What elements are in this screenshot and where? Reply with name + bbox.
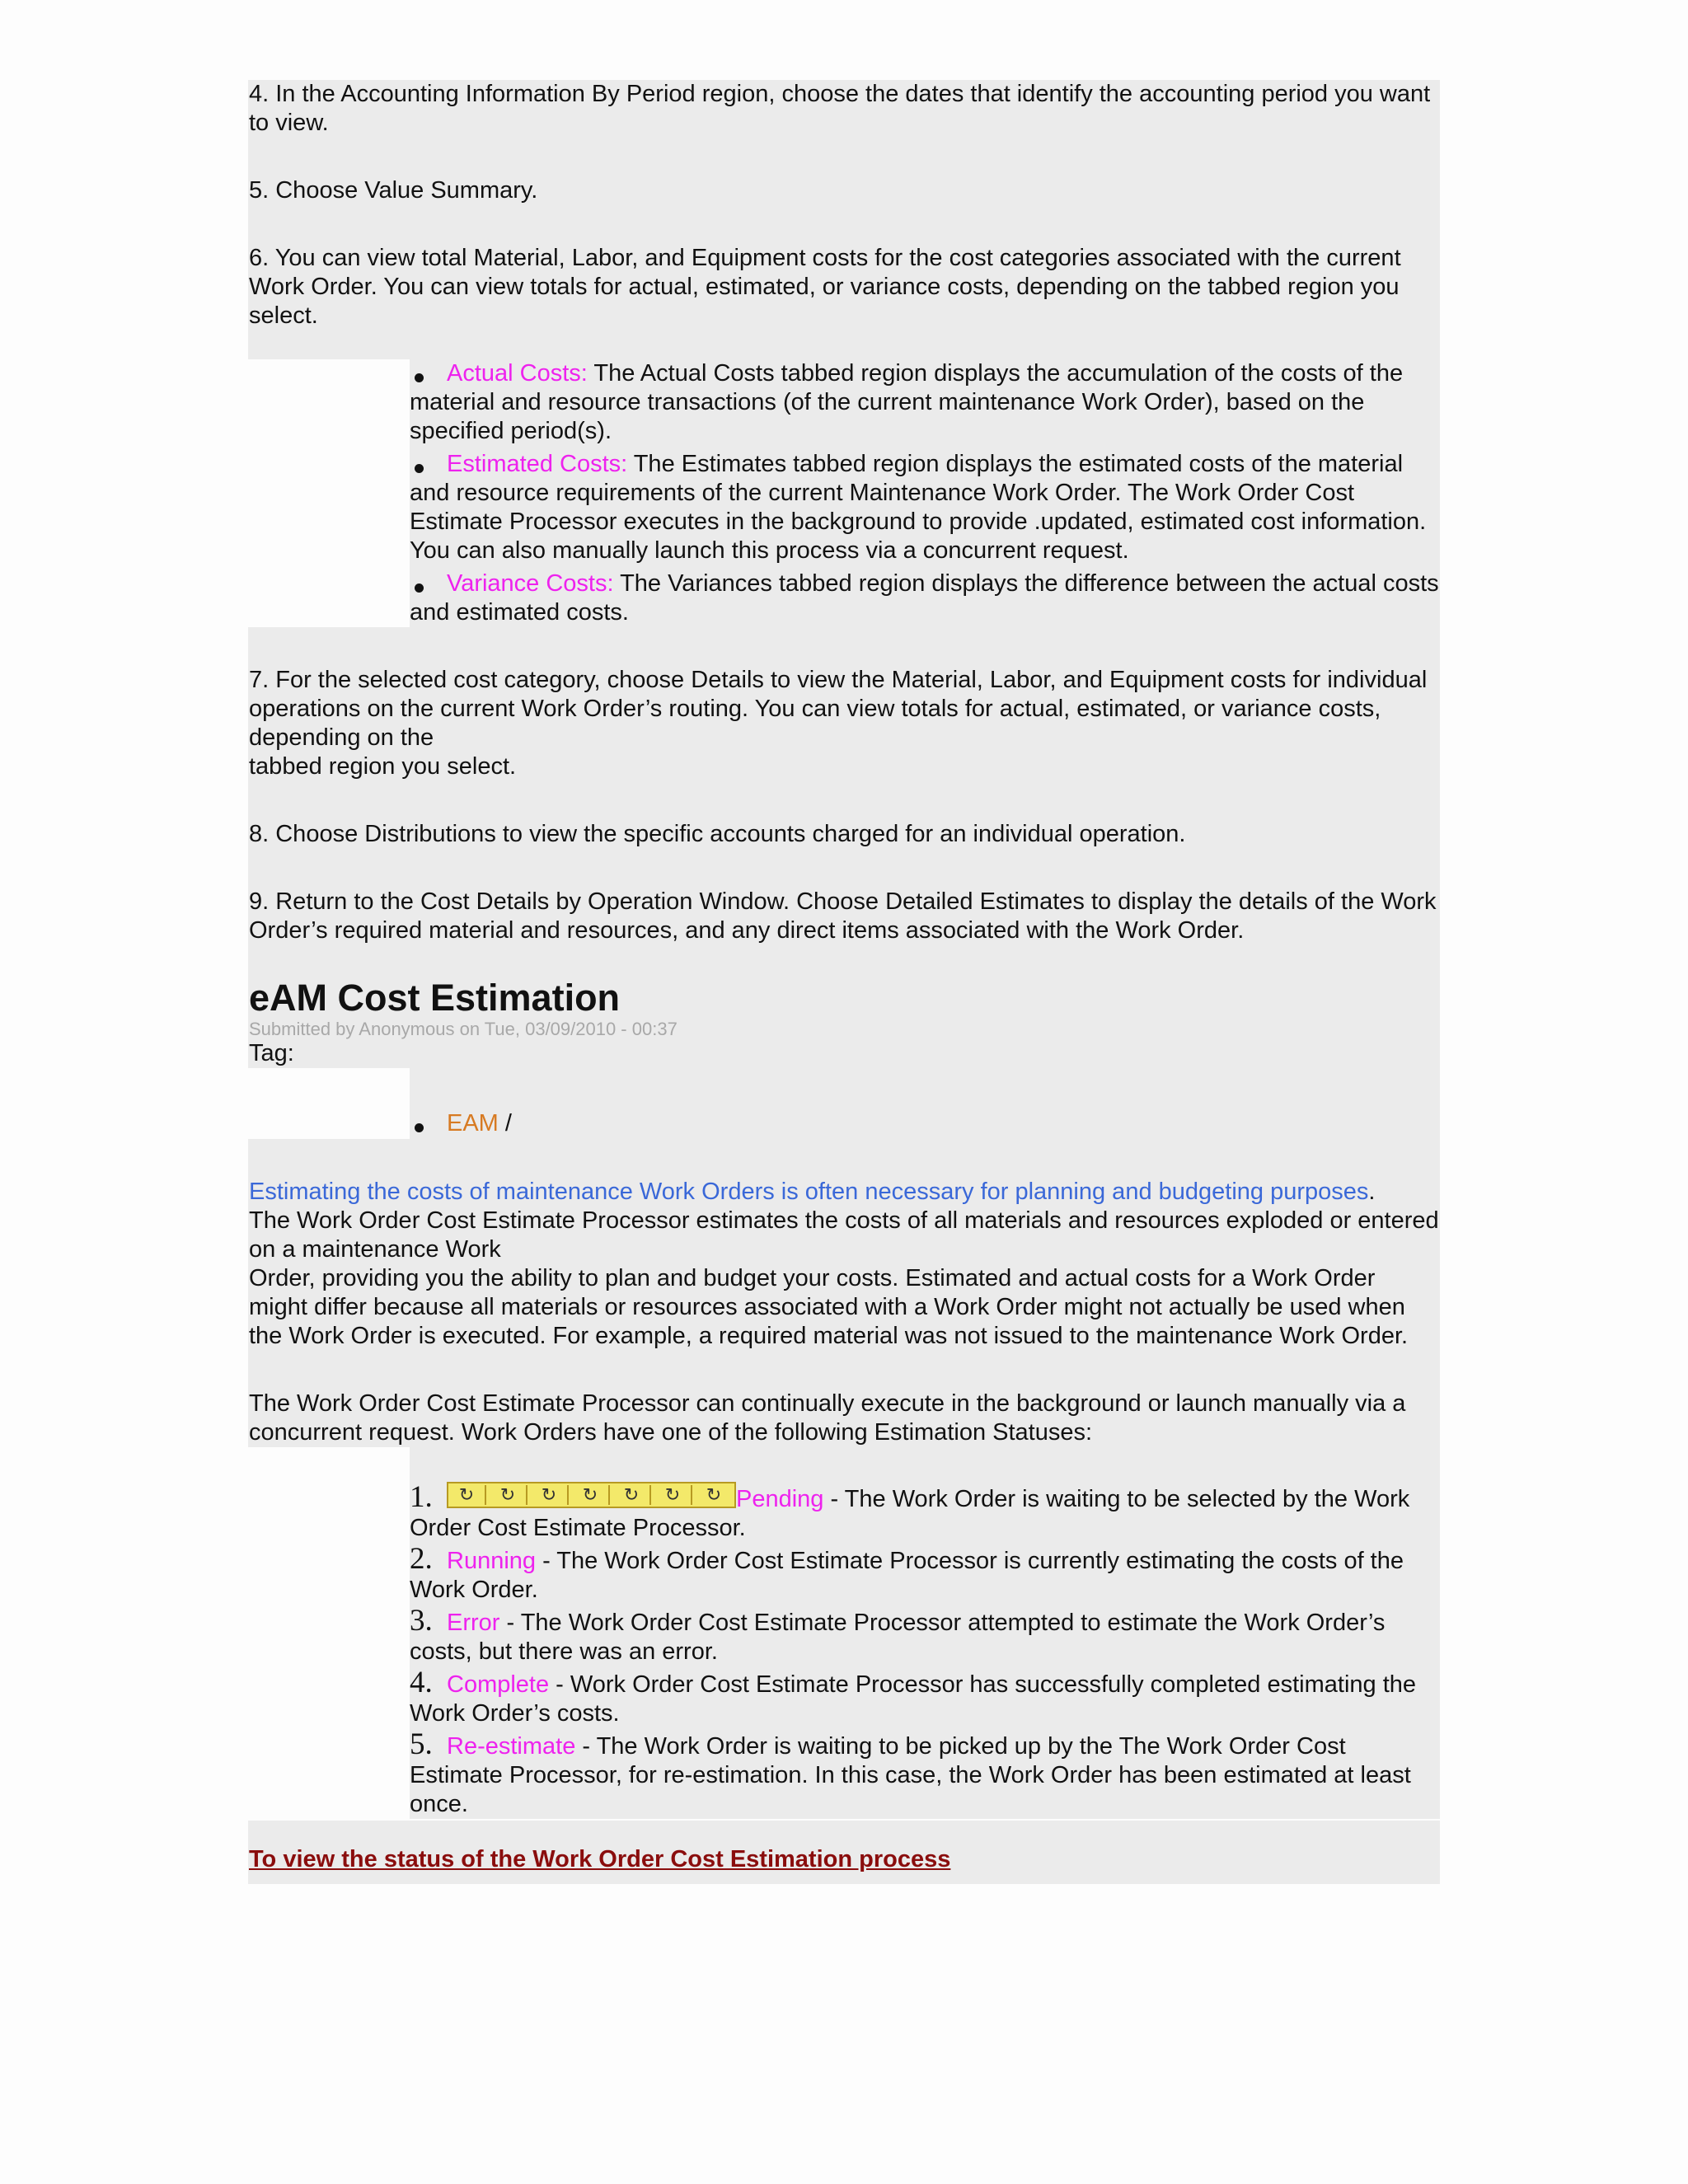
list-item: 4. Complete - Work Order Cost Estimate Processor has successfully completed estimating the Work Order’s costs. xyxy=(410,1666,1417,1727)
view-status-link[interactable]: To view the status of the Work Order Cost Estimation process xyxy=(249,1846,951,1872)
list-item: 1. ↻ ↻ ↻ ↻ ↻ ↻ ↻ Pending - The Work Order is waiting to be selected by the Work Order Cost Estimate Processor. xyxy=(410,1480,1410,1541)
list-item: 5. Re-estimate - The Work Order is waiting to be picked up by the The Work Order Cost Estimate Processor, for re-estimation. In this case, the Work Order has been estimated at least once. xyxy=(410,1727,1411,1817)
steps-block-a xyxy=(248,80,1440,359)
list-item: 3. Error - The Work Order Cost Estimate Processor attempted to estimate the Work Order’s costs, but there was an error. xyxy=(410,1604,1386,1665)
tag-list xyxy=(410,1068,1440,1139)
step-9: 9. Return to the Cost Details by Operation Window. Choose Detailed Estimates to display the details of the Work Order’s required material and resources, and any direct items associated with the Work Order. xyxy=(249,888,1437,944)
list-item: EAM / xyxy=(447,1110,512,1137)
status-list xyxy=(410,1447,1440,1819)
step-7: 7. For the selected cost category, choose Details to view the Material, Labor, and Equipment costs for individual operations on the current Work Order’s routing. You can view totals for actual, estimated, or variance costs, depending on the tabbed region you select. xyxy=(249,667,1428,780)
article-title: eAM Cost Estimation xyxy=(249,977,621,1019)
submitted-meta: Submitted by Anonymous on Tue, 03/09/2010 - 00:37 xyxy=(249,1019,678,1039)
list-item: 2. Running - The Work Order Cost Estimate Processor is currently estimating the costs of the Work Order. xyxy=(410,1542,1404,1603)
spinner-strip-icon: ↻ ↻ ↻ ↻ ↻ ↻ ↻ xyxy=(447,1482,736,1508)
steps-block-b xyxy=(248,627,1440,1068)
intro-link[interactable]: Estimating the costs of maintenance Work Orders is often necessary for planning and budgeting purposes xyxy=(249,1179,1369,1205)
list-item: Actual Costs: The Actual Costs tabbed region displays the accumulation of the costs of the material and resource transactions (of the current maintenance Work Order), based on the specified period(s). xyxy=(410,360,1404,444)
tag-label: Tag: xyxy=(249,1040,294,1066)
page-content xyxy=(248,80,1440,1884)
status-intro: The Work Order Cost Estimate Processor can continually execute in the background or launch manually via a concurrent request. Work Orders have one of the following Estimation Statuses: xyxy=(249,1390,1406,1446)
list-item: Variance Costs: The Variances tabbed region displays the difference between the actual costs and estimated costs. xyxy=(410,570,1439,626)
intro-paragraph: Estimating the costs of maintenance Work Orders is often necessary for planning and budgeting purposes. The Work Order Cost Estimate Processor estimates the costs of all materials and resources exploded or entered on a maintenance Work Order, providing you the ability to plan and budget your costs. Estimated and actual costs for a Work Order might differ because all materials or resources associated with a Work Order might not actually be used when the Work Order is executed. For example, a required material was not issued to the maintenance Work Order. xyxy=(249,1179,1439,1349)
article-body xyxy=(248,1139,1440,1447)
step-5: 5. Choose Value Summary. xyxy=(249,177,538,204)
step-8: 8. Choose Distributions to view the specific accounts charged for an individual operation. xyxy=(249,821,1186,847)
list-item: Estimated Costs: The Estimates tabbed region displays the estimated costs of the material and resource requirements of the current Maintenance Work Order. The Work Order Cost Estimate Processor executes in the background to provide .updated, estimated cost information. You can also manually launch this process via a concurrent request. xyxy=(410,451,1427,564)
cost-tabs-list xyxy=(410,359,1440,627)
tag-link-eam[interactable]: EAM xyxy=(447,1110,499,1137)
step-4: 4. In the Accounting Information By Period region, choose the dates that identify the accounting period you want to view. xyxy=(249,81,1431,136)
footer-block xyxy=(248,1821,1440,1884)
step-6: 6. You can view total Material, Labor, and Equipment costs for the cost categories associated with the current Work Order. You can view totals for actual, estimated, or variance costs, depending on the tabbed region you select. xyxy=(249,245,1401,329)
